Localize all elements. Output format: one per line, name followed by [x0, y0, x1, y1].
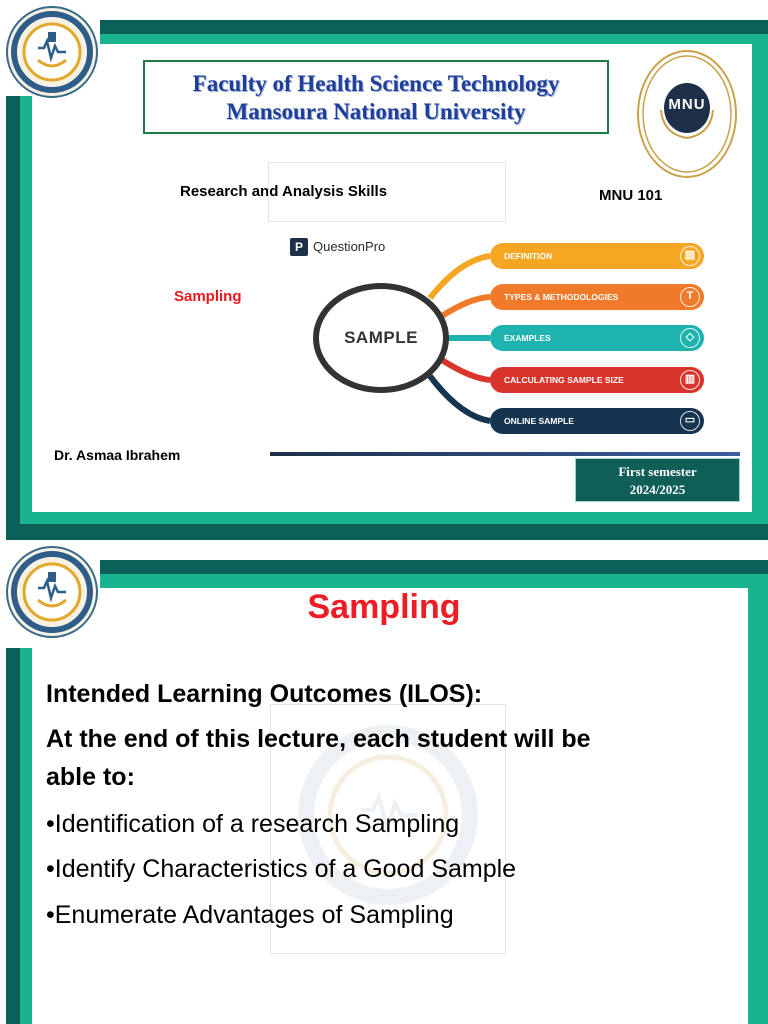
- slide-title: Sampling: [307, 588, 461, 626]
- faculty-title-box: [143, 60, 609, 134]
- left-frame-band-light: [20, 648, 32, 1024]
- item-label: DEFINITION: [504, 251, 553, 261]
- monitor-icon: ▭: [680, 411, 700, 431]
- course-title: Research and Analysis Skills: [180, 183, 388, 200]
- item-label: TYPES & METHODOLOGIES: [504, 292, 619, 302]
- ilos-heading: Intended Learning Outcomes (ILOS):: [46, 680, 483, 708]
- divider-line: [270, 452, 740, 456]
- university-logo: [637, 50, 737, 178]
- course-code: MNU 101: [599, 187, 663, 204]
- right-frame-band: [752, 34, 768, 540]
- bottom-frame-band-light: [20, 512, 768, 524]
- slide-ilos: [0, 540, 768, 1024]
- item-label: CALCULATING SAMPLE SIZE: [504, 375, 624, 385]
- ilos-bullet: •Enumerate Advantages of Sampling: [46, 901, 454, 929]
- top-frame-band: [100, 560, 768, 574]
- ilos-bullet: •Identification of a research Sampling: [46, 810, 460, 838]
- ilos-intro-line1: At the end of this lecture, each student will be: [46, 725, 591, 753]
- infographic-item-definition: [490, 243, 704, 269]
- left-frame-band: [6, 96, 20, 540]
- document-icon: ▤: [680, 246, 700, 266]
- watermark-box: [268, 162, 506, 222]
- infographic-item-online: [490, 408, 704, 434]
- infographic-item-examples: [490, 325, 704, 351]
- top-frame-band-light: [100, 574, 768, 588]
- chart-icon: ▥: [680, 370, 700, 390]
- left-frame-band-light: [20, 96, 32, 540]
- academic-year: 2024/2025: [629, 482, 686, 497]
- ilos-bullet: •Identify Characteristics of a Good Sample: [46, 855, 517, 883]
- university-logo-text: MNU: [668, 96, 706, 113]
- faculty-name: Faculty of Health Science Technology: [192, 71, 560, 96]
- instructor-name: Dr. Asmaa Ibrahem: [54, 447, 181, 463]
- left-frame-band: [6, 648, 20, 1024]
- faculty-logo: [6, 6, 98, 98]
- right-frame-band: [748, 588, 768, 1024]
- bottom-frame-band: [6, 524, 768, 540]
- university-name: Mansoura National University: [226, 99, 526, 124]
- text-icon: T: [680, 287, 700, 307]
- semester-box: [575, 458, 740, 502]
- infographic-item-types: [490, 284, 704, 310]
- item-label: EXAMPLES: [504, 333, 551, 343]
- questionpro-logo-icon: P: [290, 238, 308, 256]
- semester-label: First semester: [618, 464, 697, 479]
- brand-name: QuestionPro: [313, 239, 386, 254]
- infographic-item-calculating: [490, 367, 704, 393]
- topic-label: Sampling: [174, 288, 242, 305]
- top-frame-band: [100, 20, 768, 34]
- sample-infographic: [270, 220, 740, 448]
- item-label: ONLINE SAMPLE: [504, 416, 574, 426]
- ilos-intro-line2: able to:: [46, 763, 135, 791]
- diamond-icon: ◇: [680, 328, 700, 348]
- top-frame-band-light: [100, 34, 768, 44]
- sample-center-label: SAMPLE: [344, 328, 418, 347]
